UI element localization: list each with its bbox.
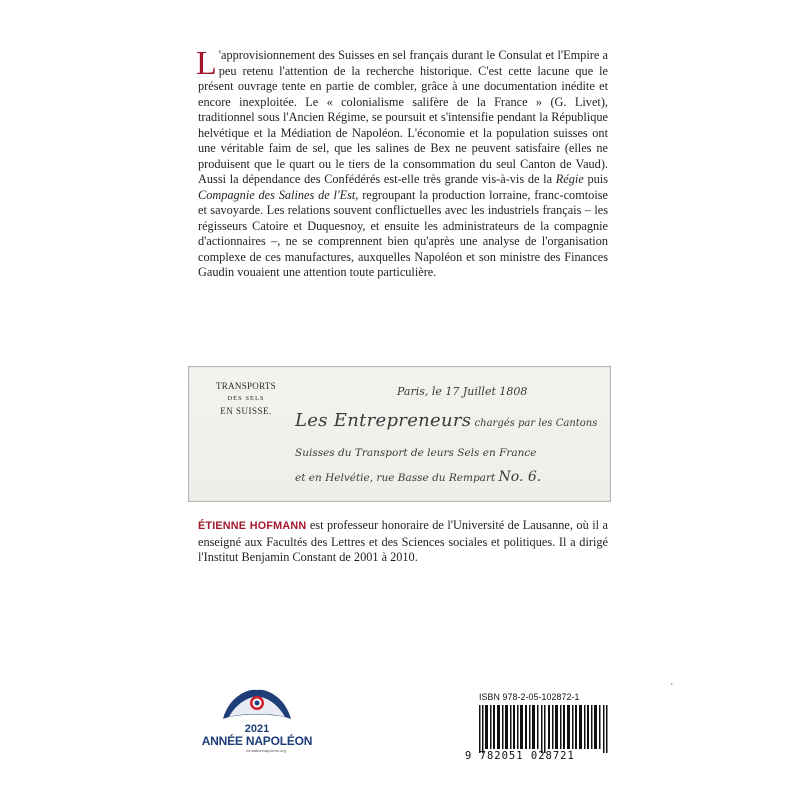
letter-heading-line <box>295 410 597 431</box>
annee-napoleon-logo <box>201 686 313 753</box>
stamp-line-2: DES SELS <box>227 395 265 402</box>
letter-charges: chargés par les Cantons <box>471 418 598 429</box>
bicorne-hat-icon <box>219 686 295 726</box>
barcode-icon <box>479 705 615 753</box>
letter-number: No. 6. <box>498 469 542 485</box>
letter-line-2: Suisses du Transport de leurs Sels en France <box>295 447 537 459</box>
compagnie-term: Compagnie des Salines de l'Est <box>198 187 356 202</box>
letter-line-3 <box>295 469 541 485</box>
author-bio <box>198 518 608 566</box>
summary-connector: puis <box>583 172 609 186</box>
stamp-line-3: EN SUISSE. <box>220 406 272 416</box>
manuscript-letterhead-image <box>188 366 611 502</box>
letterhead-stamp <box>207 381 285 416</box>
summary-part-1: 'approvisionnement des Suisses en sel français durant le Consulat et l'Empire a peu retenu l'attention de la recherche historique. C'est cette lacune que le présent ouvrage tente en partie de combler, grâce à une documentation inédite et encore inexploitée. Le « colonialisme salifère de la France » (G. Livet), traditionnel sous l'Ancien Régime, se poursuit et s'intensifie pendant la République helvétique et la Médiation de Napoléon. L'économie et la population suisses ont une véritable faim de sel, que les salines de Bex ne peuvent satisfaire (elles ne produisent que le quart ou le tiers de la consommation du seul Canton de Vaud). Aussi la dépendance des Confédérés est-elle très grande vis-à-vis de la <box>198 48 608 186</box>
letter-entrepreneurs: Les Entrepreneurs <box>295 410 472 431</box>
logo-title: ANNÉE NAPOLÉON <box>201 734 313 748</box>
isbn-label: ISBN 978-2-05-102872-1 <box>479 692 580 702</box>
author-bio-text: est professeur honoraire de l'Université de Lausanne, où il a enseigné aux Facultés des Lettres et des Sciences sociales et politiques. Il a dirigé l'Institut Benjamin Constant de 2001 à 2010. <box>198 518 608 564</box>
stamp-line-1: TRANSPORTS <box>216 381 276 391</box>
barcode-digits: 9 782051 028721 <box>465 750 575 762</box>
corner-mark: ` <box>670 683 674 694</box>
logo-year: 2021 <box>244 723 270 735</box>
summary-text <box>196 45 609 281</box>
logo-url: fondationnapoleon.org <box>246 748 286 753</box>
regie-term: Régie <box>555 172 584 186</box>
letter-address: et en Helvétie, rue Basse du Rempart <box>295 472 499 484</box>
letter-date: Paris, le 17 Juillet 1808 <box>397 385 528 398</box>
author-name: ÉTIENNE HOFMANN <box>198 520 307 532</box>
summary-part-2: , regroupant la production lorraine, franc-comtoise et savoyarde. Les relations souvent conflictuelles avec les industriels français – les régisseurs Catoire et Duquesnoy, et ensuite les administrateurs de la compagnie d'actionnaires –, ne se comprennent bien qu'après une analyse de l'organisation complexe de ces manufactures, auxquelles Napoléon et son ministre des Finances Gaudin vouaient une attention toute particulière. <box>198 187 608 279</box>
drop-cap: L <box>196 45 217 82</box>
